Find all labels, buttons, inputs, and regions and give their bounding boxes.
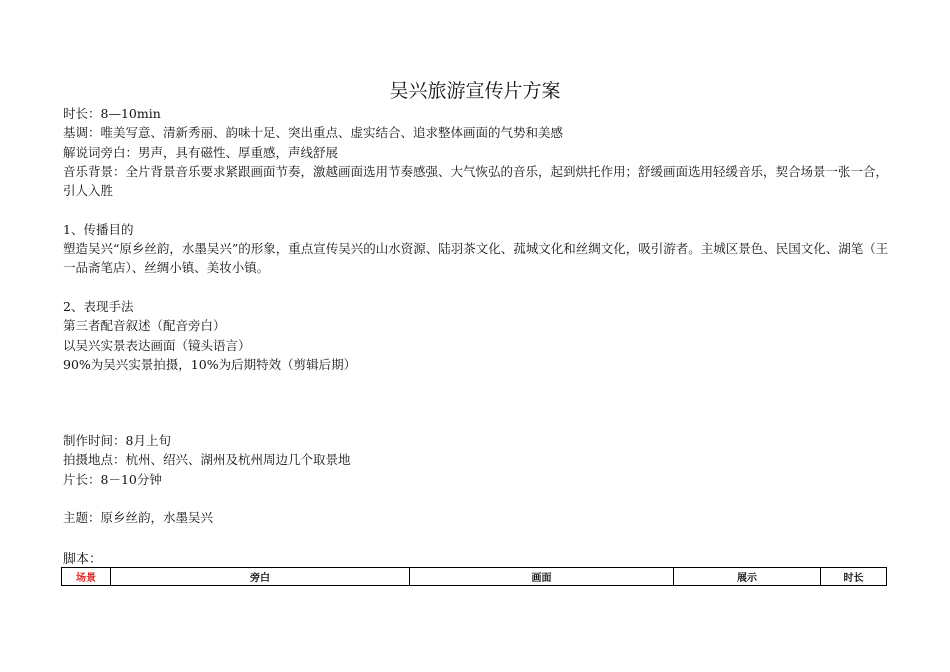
- production-location: 拍摄地点：杭州、绍兴、湖州及杭州周边几个取景地: [63, 452, 351, 468]
- document-body: [63, 104, 889, 528]
- column-header-scene: 场景: [62, 568, 111, 586]
- document-title: 吴兴旅游宣传片方案: [389, 80, 561, 102]
- narration-line: 解说词旁白：男声，具有磁性、厚重感，声线舒展: [63, 144, 339, 160]
- column-header-narration: 旁白: [111, 568, 410, 586]
- column-header-display: 展示: [674, 568, 821, 586]
- theme-line: 主题：原乡丝韵，水墨吴兴: [63, 510, 214, 526]
- section2-item: 第三者配音叙述（配音旁白）: [63, 318, 226, 334]
- section2-item: 以吴兴实景表达画面（镜头语言）: [63, 337, 251, 353]
- music-line: 音乐背景：全片背景音乐要求紧跟画面节奏，激越画面选用节奏感强、大气恢弘的音乐，起到烘托作用；舒缓画面选用轻缓音乐，契合场景一张一合，引人入胜: [63, 163, 889, 199]
- duration-line: 时长：8—10min: [63, 106, 161, 121]
- section2-heading: 2、表现手法: [63, 298, 134, 314]
- table-header-row: [62, 568, 887, 586]
- section1-text: 塑造吴兴“原乡丝韵，水墨吴兴”的形象，重点宣传吴兴的山水资源、陆羽茶文化、菰城文化和丝绸文化，吸引游者。主城区景色、民国文化、湖笔（王一品斋笔店）、丝绸小镇、美妆小镇。: [63, 241, 889, 276]
- tone-line: 基调：唯美写意、清新秀丽、韵味十足、突出重点、虚实结合、追求整体画面的气势和美感: [63, 125, 564, 141]
- production-length: 片长：8－10分钟: [63, 471, 162, 487]
- production-time: 制作时间：8月上旬: [63, 433, 171, 449]
- column-header-visual: 画面: [410, 568, 674, 586]
- column-header-duration: 时长: [821, 568, 887, 586]
- section1-heading: 1、传播目的: [63, 221, 134, 237]
- script-label: 脚本：: [63, 552, 103, 567]
- section2-item: 90%为吴兴实景拍摄，10%为后期特效（剪辑后期）: [63, 356, 357, 372]
- script-table: [61, 567, 887, 586]
